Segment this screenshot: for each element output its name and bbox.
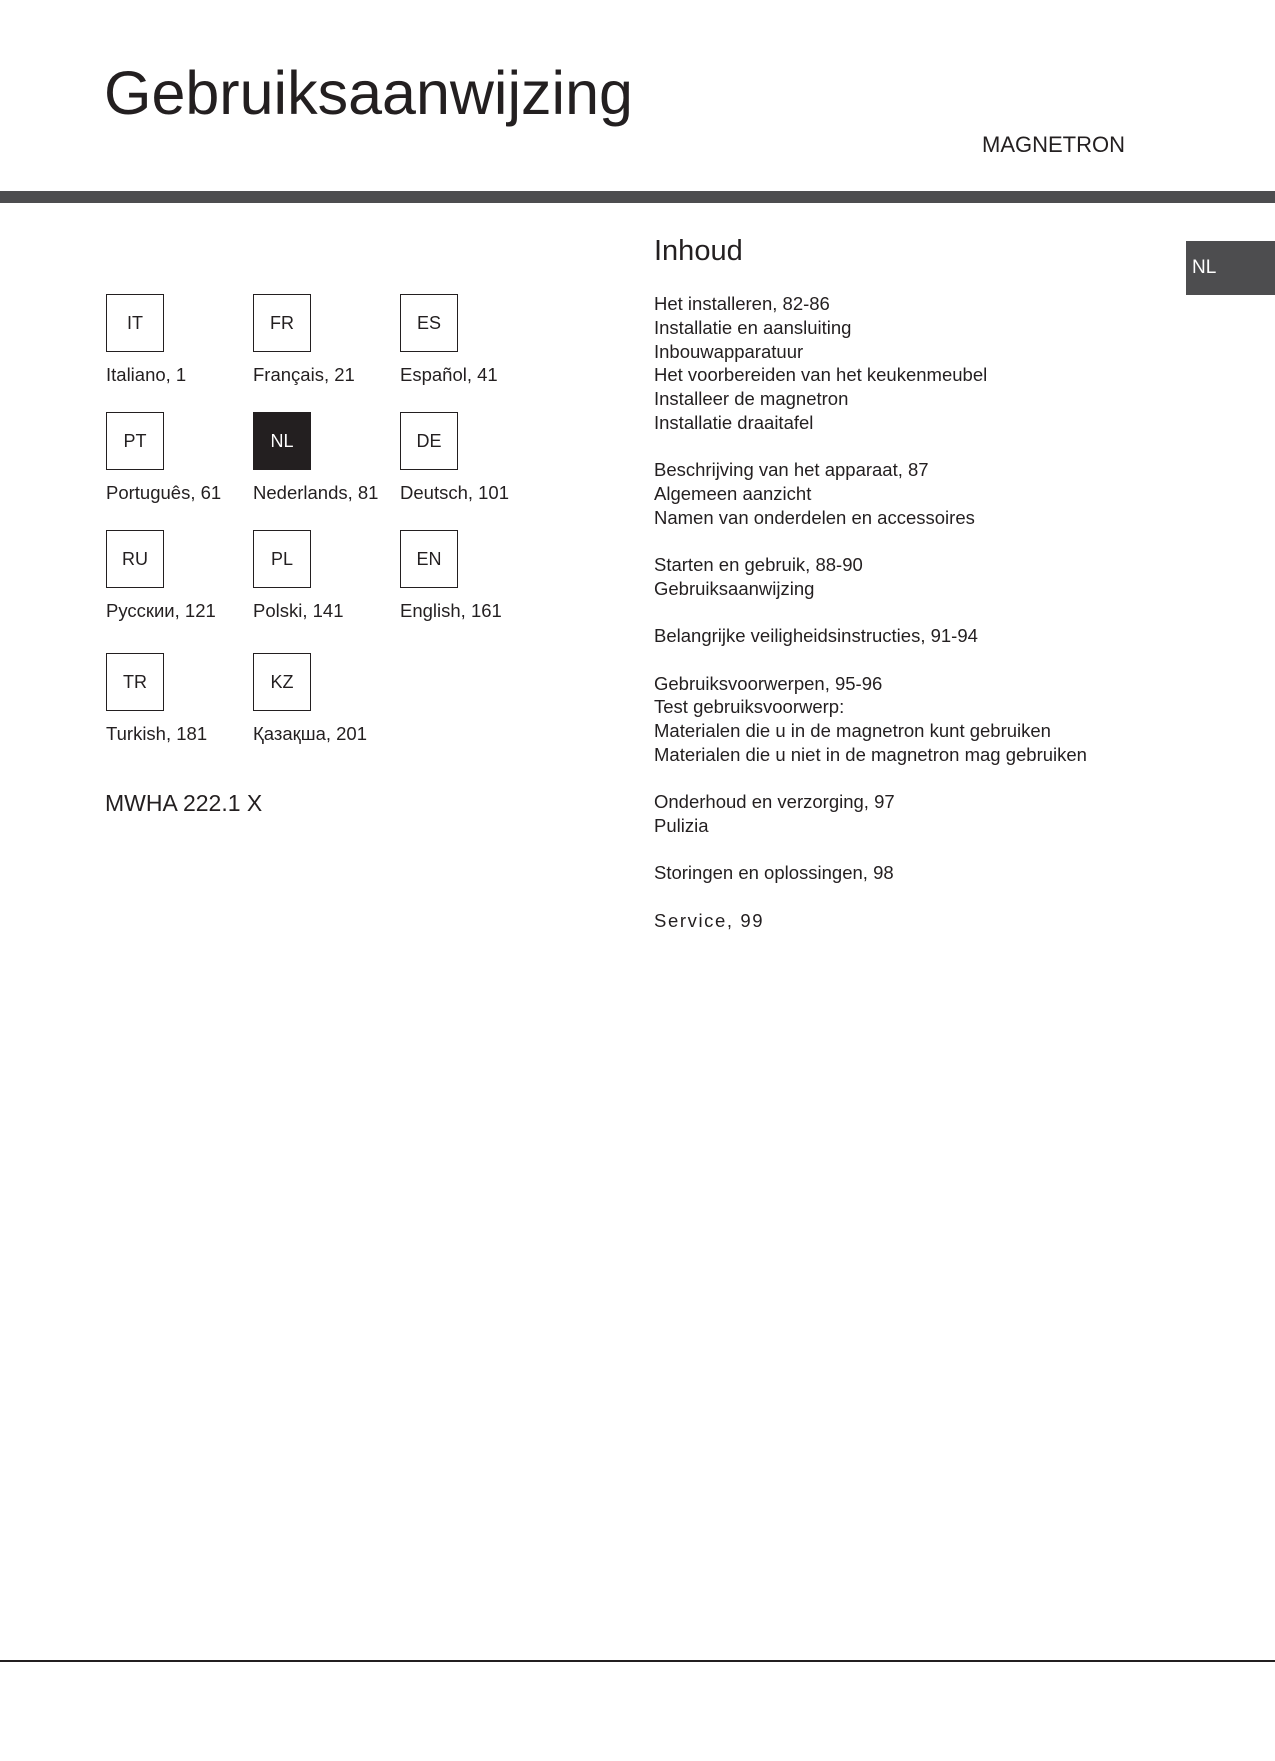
- language-code-box[interactable]: DE: [400, 412, 458, 470]
- language-label: Polski, 141: [253, 600, 344, 621]
- toc-subitem[interactable]: Materialen die u niet in de magnetron mag gebruiken: [654, 743, 1087, 765]
- language-option-pt[interactable]: [106, 412, 256, 504]
- toc-subitem[interactable]: Installatie en aansluiting: [654, 316, 852, 338]
- toc-subitem[interactable]: Het voorbereiden van het keukenmeubel: [654, 364, 988, 386]
- language-option-fr[interactable]: [253, 294, 403, 386]
- language-option-tr[interactable]: [106, 653, 256, 745]
- language-code-box[interactable]: ES: [400, 294, 458, 352]
- toc-section-heading[interactable]: Onderhoud en verzorging, 97: [654, 791, 895, 813]
- language-code-box[interactable]: PL: [253, 530, 311, 588]
- language-option-nl[interactable]: [253, 412, 403, 504]
- header-divider: [0, 191, 1275, 203]
- language-option-ru[interactable]: [106, 530, 256, 622]
- toc-section: [654, 790, 1174, 838]
- footer-divider: [0, 1660, 1275, 1662]
- toc-section-heading[interactable]: Starten en gebruik, 88-90: [654, 554, 863, 576]
- model-number: MWHA 222.1 X: [105, 790, 263, 816]
- toc-section: [654, 292, 1174, 435]
- language-option-it[interactable]: [106, 294, 256, 386]
- language-label: English, 161: [400, 600, 502, 621]
- toc-section-heading[interactable]: Het installeren, 82-86: [654, 293, 830, 314]
- language-label: Español, 41: [400, 364, 498, 385]
- language-label: Italiano, 1: [106, 364, 187, 385]
- toc-subitem[interactable]: Namen van onderdelen en accessoires: [654, 506, 975, 528]
- toc-section: [654, 672, 1174, 767]
- language-code-box[interactable]: RU: [106, 530, 164, 588]
- toc-section: [654, 624, 1174, 648]
- language-code-box[interactable]: IT: [106, 294, 164, 352]
- language-code-box[interactable]: FR: [253, 294, 311, 352]
- toc-subitem[interactable]: Materialen die u in de magnetron kunt gebruiken: [654, 720, 1051, 742]
- language-option-en[interactable]: [400, 530, 550, 622]
- toc-section: [654, 553, 1174, 601]
- language-code-box[interactable]: PT: [106, 412, 164, 470]
- table-of-contents: [654, 292, 1174, 956]
- toc-subitem[interactable]: Algemeen aanzicht: [654, 483, 812, 505]
- toc-section: [654, 861, 1174, 885]
- toc-section: [654, 458, 1174, 529]
- toc-subitem[interactable]: Gebruiksaanwijzing: [654, 577, 815, 599]
- language-option-kz[interactable]: [253, 653, 403, 745]
- language-label: Nederlands, 81: [253, 482, 379, 503]
- language-option-de[interactable]: [400, 412, 550, 504]
- language-label: Português, 61: [106, 482, 222, 503]
- language-label: Turkish, 181: [106, 723, 208, 744]
- language-code-box[interactable]: EN: [400, 530, 458, 588]
- toc-section-heading[interactable]: Gebruiksvoorwerpen, 95-96: [654, 672, 883, 694]
- language-label: Français, 21: [253, 364, 355, 385]
- language-label: Deutsch, 101: [400, 482, 510, 503]
- toc-section: [654, 909, 1174, 933]
- language-code-box[interactable]: TR: [106, 653, 164, 711]
- toc-subitem[interactable]: Installatie draaitafel: [654, 411, 814, 433]
- language-label: Қазақша, 201: [253, 723, 367, 744]
- language-option-es[interactable]: [400, 294, 550, 386]
- current-language-tab: NL: [1186, 241, 1275, 295]
- toc-section-heading[interactable]: Beschrijving van het apparaat, 87: [654, 459, 929, 481]
- toc-subitem[interactable]: Pulizia: [654, 815, 709, 837]
- toc-section-heading[interactable]: Belangrijke veiligheidsinstructies, 91-94: [654, 625, 978, 647]
- language-code-box[interactable]: NL: [253, 412, 311, 470]
- toc-subitem[interactable]: Inbouwapparatuur: [654, 340, 804, 362]
- toc-subitem[interactable]: Test gebruiksvoorwerp:: [654, 696, 845, 718]
- toc-section-heading[interactable]: Storingen en oplossingen, 98: [654, 862, 894, 884]
- toc-title: Inhoud: [654, 235, 743, 267]
- toc-subitem[interactable]: Installeer de magnetron: [654, 388, 849, 410]
- language-label: Русскии, 121: [106, 600, 216, 621]
- language-code-box[interactable]: KZ: [253, 653, 311, 711]
- language-option-pl[interactable]: [253, 530, 403, 622]
- toc-section-heading[interactable]: Service, 99: [654, 909, 765, 931]
- product-name: MAGNETRON: [982, 132, 1125, 157]
- page-title: Gebruiksaanwijzing: [104, 59, 633, 127]
